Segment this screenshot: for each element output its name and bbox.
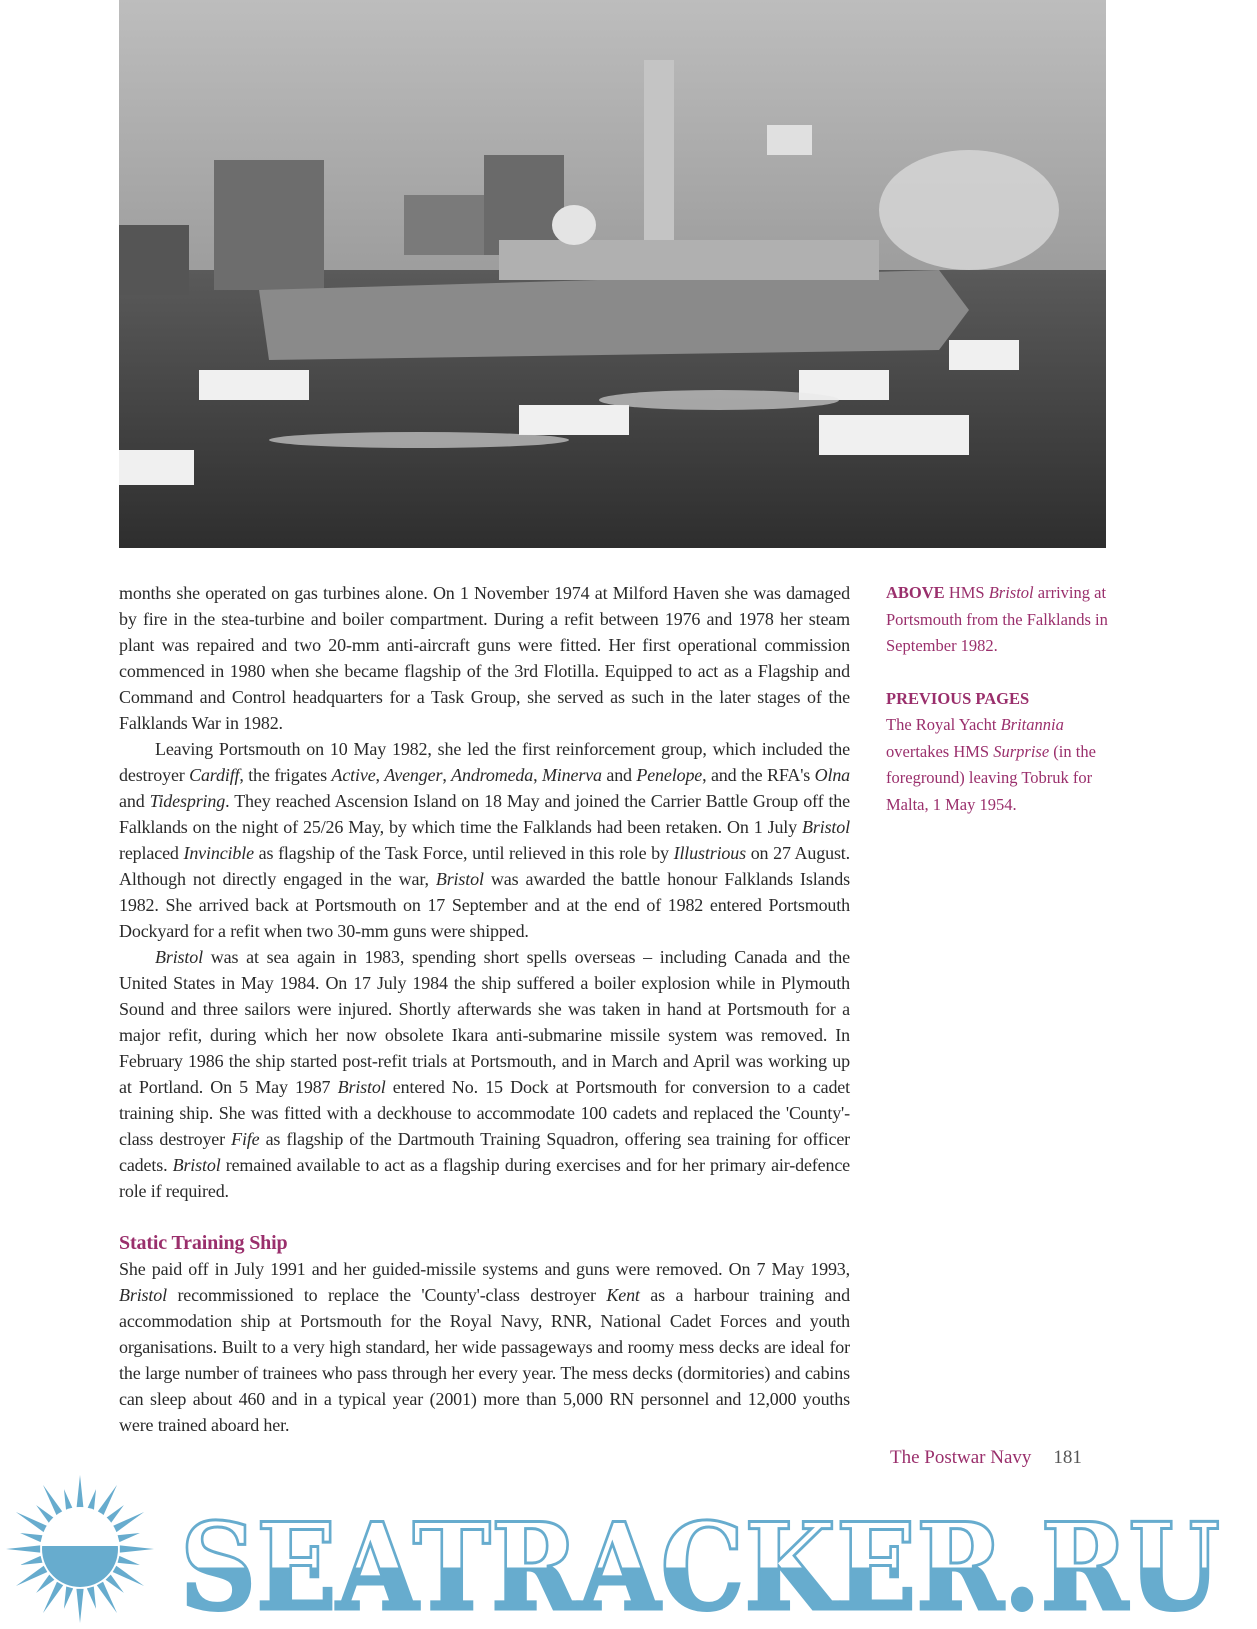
article-body [119, 580, 850, 1438]
italic-text: Bristol [172, 1155, 221, 1175]
sun-ray [36, 1575, 54, 1593]
text-run: was at sea again in 1983, spending short spells overseas – including Canada and the United States in May 1984. On 17 July 1984 the ship suffered a boiler explosion while in Plymouth Sound and three sailors were injured. Shortly afterwards she was taken in hand at Portsmouth for a major refit, during which her now obsolete Ikara anti-submarine missile system was removed. In February 1986 the ship started post-refit trials at Portsmouth, and in March and April was working up at Portland. On 5 May 1987 [119, 947, 850, 1097]
italic-text: Bristol [802, 817, 850, 837]
text-run: , [375, 765, 385, 785]
ship-photo [119, 0, 1106, 548]
sun-ray [16, 1512, 47, 1532]
text-run: She paid off in July 1991 and her guided-missile systems and guns were removed. On 7 May 1993, [119, 1259, 850, 1279]
text-run: , and the RFA's [702, 765, 815, 785]
text-run: and [601, 765, 637, 785]
sun-ray [43, 1582, 63, 1613]
italic-text: Avenger [384, 765, 443, 785]
sun-ray [106, 1575, 124, 1593]
sun-ray [113, 1566, 144, 1586]
body-paragraph [119, 1256, 850, 1438]
italic-text: Surprise [993, 741, 1050, 761]
sun-ray [113, 1512, 144, 1532]
seatracker-watermark [0, 1474, 1257, 1624]
text-run: . They reached Ascension Island on 18 May and joined the Carrier Battle Group off the Falklands on the night of 25/26 May, by which time the Falklands had been retaken. On 1 July [119, 791, 850, 837]
text-run: arriving at Portsmouth from the Falklands in September 1982. [886, 583, 1108, 655]
text-run: entered No. 15 Dock at Portsmouth for conversion to a cadet training ship. She was fitted with a deckhouse to accommodate 100 cadets and replaced the 'County'-class destroyer [119, 1077, 850, 1149]
text-run: months she operated on gas turbines alone. On 1 November 1974 at Milford Haven she was damaged by fire in the stea-turbine and boiler compartment. During a refit between 1976 and 1978 her steam plant was repaired and two 20-mm anti-aircraft guns were fitted. Her first operational commission commenced in 1980 when she became flagship of the 3rd Flotilla. Equipped to act as a Flagship and Command and Control headquarters for a Task Group, she served as such in the later stages of the Falklands War in 1982. [119, 583, 850, 733]
text-run: was awarded the battle honour Falklands Islands 1982. She arrived back at Portsmouth on 17 September and at the end of 1982 entered Portsmouth Dockyard for a refit when two 30-mm guns were shipped. [119, 869, 850, 941]
italic-text: Cardiff [189, 765, 240, 785]
sun-ray [64, 1587, 73, 1609]
text-run: as flagship of the Task Force, until relieved in this role by [253, 843, 674, 863]
italic-text: Britannia [1000, 715, 1064, 734]
text-run: as a harbour training and accommodation ship at Portsmouth for the Royal Navy, RNR, National Cadet Forces and youth organisations. Built to a very high standard, her wide passageways and roomy mess decks are ideal for the large number of trainees who pass through her every year. The mess decks (dormitories) and cabins can sleep about 460 and in a typical year (2001) more than 5,000 RN personnel and 12,000 youths were trained aboard her. [119, 1285, 851, 1435]
caption-label: ABOVE [886, 583, 945, 602]
text-run: , the frigates [239, 765, 332, 785]
section-heading: Static Training Ship [119, 1232, 288, 1254]
italic-text: Active [331, 765, 376, 785]
body-paragraph [119, 944, 850, 1204]
text-run: on 27 August. Although not directly engaged in the war, [119, 843, 850, 889]
text-run: The Royal Yacht [886, 715, 1001, 734]
text-run: HMS [944, 583, 989, 602]
running-footer-section: The Postwar Navy [890, 1447, 1032, 1468]
italic-text: Penelope [636, 765, 703, 785]
sun-ray [76, 1589, 83, 1623]
body-paragraph [119, 580, 850, 736]
sun-ray [87, 1489, 96, 1511]
italic-text: Tidespring [149, 791, 226, 811]
sun-ray [20, 1556, 42, 1565]
italic-text: Minerva [541, 765, 602, 785]
text-run: overtakes HMS [886, 741, 994, 761]
text-run: , [533, 765, 542, 785]
sun-ray [20, 1533, 42, 1542]
italic-text: Bristol [988, 583, 1034, 602]
text-run: remained available to act as a flagship during exercises and for her primary air-defence role if required. [119, 1155, 850, 1201]
sun-ray [97, 1582, 117, 1613]
italic-text: Invincible [183, 843, 254, 863]
italic-text: Fife [231, 1129, 260, 1149]
sun-ray [16, 1566, 47, 1586]
italic-text: Bristol [337, 1077, 386, 1097]
italic-text: Andromeda [451, 765, 534, 785]
text-run: , [442, 765, 452, 785]
text-run: (in the foreground) leaving Tobruk for Malta, 1 May 1954. [886, 741, 1096, 814]
sun-ray [43, 1485, 63, 1516]
italic-text: Olna [814, 765, 851, 785]
text-run: Leaving Portsmouth on 10 May 1982, she led the first reinforcement group, which included the destroyer [119, 739, 850, 785]
caption-label: PREVIOUS PAGES [886, 688, 1030, 708]
sun-ray [87, 1587, 96, 1609]
text-run: as flagship of the Dartmouth Training Squadron, offering sea training for officer cadets. [119, 1129, 851, 1175]
sun-ray [106, 1505, 124, 1523]
watermark-text: SEATRACKER.RU [180, 1497, 1220, 1624]
italic-text: Illustrious [673, 843, 746, 863]
sun-ray [76, 1475, 83, 1509]
italic-text: Bristol [435, 869, 484, 889]
sun-ray [6, 1545, 40, 1552]
sun-ray [118, 1533, 140, 1542]
ship-photo-image [119, 0, 1106, 548]
page-footer [890, 1446, 1257, 1470]
text-run: and [119, 791, 150, 811]
sun-ray [120, 1545, 154, 1552]
text-run: recommissioned to replace the 'County'-class destroyer [166, 1285, 607, 1305]
sun-ray [118, 1556, 140, 1565]
body-paragraph [119, 736, 850, 944]
page-number: 181 [1053, 1447, 1082, 1468]
sun-ray [64, 1489, 73, 1511]
italic-text: Kent [606, 1285, 640, 1305]
sun-ray [36, 1505, 54, 1523]
italic-text: Bristol [119, 1285, 167, 1305]
sun-ray [97, 1485, 117, 1516]
sun-logo-icon [6, 1475, 154, 1623]
italic-text: Bristol [155, 947, 203, 967]
text-run: replaced [119, 843, 184, 863]
